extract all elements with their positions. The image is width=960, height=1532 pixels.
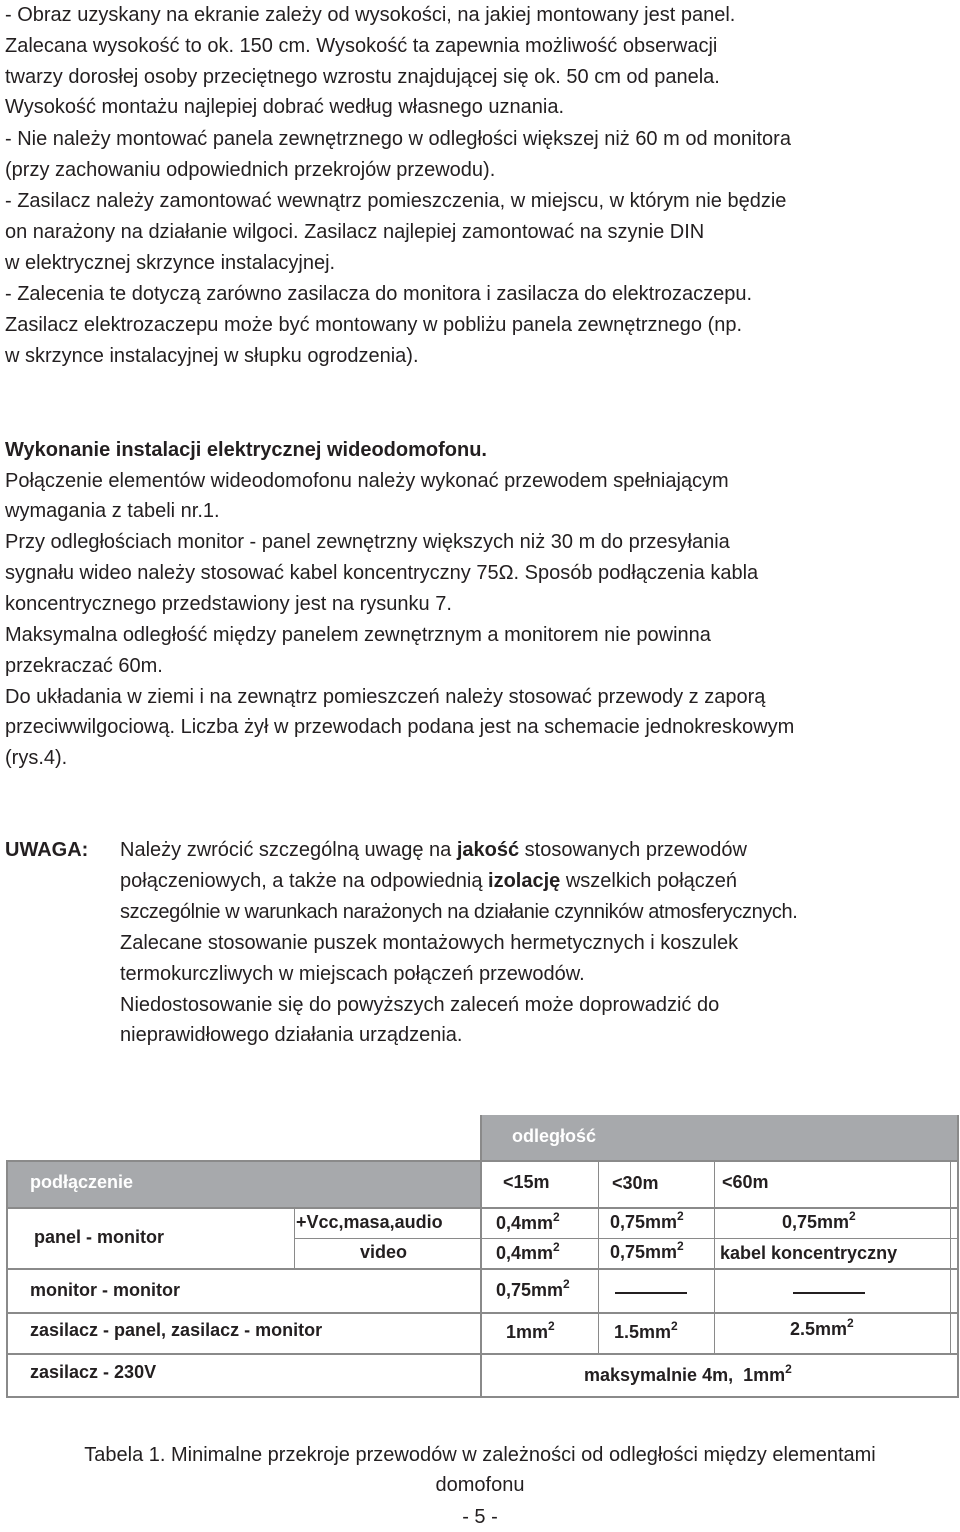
intro-line: w elektrycznej skrzynce instalacyjnej. [5,252,336,274]
sub-video: video [360,1242,408,1262]
warning-line: szczególnie w warunkach narażonych na działanie czynników atmosferycznych. [120,901,798,923]
intro-line: - Obraz uzyskany na ekranie zależy od wysokości, na jakiej montowany jest panel. [5,4,736,26]
grid-line [294,1207,295,1269]
warning-line: nieprawidłowego działania urządzenia. [120,1024,463,1046]
col-15m: <15m [503,1172,550,1192]
table-caption: Tabela 1. Minimalne przekroje przewodów w zależności od odległości między elementami [84,1444,876,1466]
warning-line: połączeniowych, a także na odpowiednią izolację wszelkich połączeń [120,870,738,892]
section-line: przekraczać 60m. [5,655,163,677]
grid-line [6,1207,958,1209]
cell-value: $0,75mm^2$ [610,1209,684,1232]
section-line: (rys.4). [5,747,68,769]
grid-line [6,1312,958,1314]
grid-line [294,1238,958,1239]
section-line: koncentrycznego przedstawiony jest na rysunku 7. [5,593,452,615]
grid-line [6,1268,958,1270]
section-line: Przy odległościach monitor - panel zewnętrzny większych niż 30 m do przesyłania [5,531,730,553]
emphasis-insulation: izolację [488,870,561,892]
not-applicable-dash [615,1292,687,1294]
warning-line: Należy zwrócić szczególną uwagę na jakość stosowanych przewodów [120,839,747,861]
cell-value: $0,75mm^2$ [496,1277,570,1300]
grid-line [714,1160,715,1354]
row-psu: zasilacz - panel, zasilacz - monitor [30,1320,323,1340]
grid-line [480,1115,482,1398]
not-applicable-dash [793,1292,865,1294]
row-monitor-monitor: monitor - monitor [30,1280,180,1300]
section-line: Połączenie elementów wideodomofonu należy wykonać przewodem spełniającym [5,470,729,492]
cell-value: kabel koncentryczny [720,1243,898,1263]
section-line: wymagania z tabeli nr.1. [5,500,220,522]
grid-line [6,1160,958,1162]
warning-line: termokurczliwych w miejscach połączeń przewodów. [120,963,585,985]
intro-line: (przy zachowaniu odpowiednich przekrojów przewodu). [5,159,496,181]
grid-line [950,1160,951,1354]
header-distance: odległość [512,1126,597,1146]
warning-label: UWAGA: [5,839,89,861]
row-panel-monitor: panel - monitor [34,1227,164,1247]
section-line: Maksymalna odległość między panelem zewnętrznym a monitorem nie powinna [5,624,711,646]
intro-line: Zasilacz elektrozaczepu może być montowany w pobliżu panela zewnętrznego (np. [5,314,743,336]
warning-line: Zalecane stosowanie puszek montażowych hermetycznych i koszulek [120,932,739,954]
intro-line: Zalecana wysokość to ok. 150 cm. Wysokość ta zapewnia możliwość obserwacji [5,35,718,57]
section-heading: Wykonanie instalacji elektrycznej wideodomofonu. [5,439,487,461]
intro-line: Wysokość montażu najlepiej dobrać według własnego uznania. [5,96,565,118]
emphasis-quality: jakość [456,839,520,861]
table-caption-cont: domofonu [435,1474,525,1496]
grid-line [6,1396,958,1398]
col-60m: <60m [722,1172,769,1192]
cell-value: $1mm^2$ [506,1319,555,1342]
cell-value: maksymalnie 4m, $1mm^2$ [584,1362,792,1385]
sub-power-audio: +Vcc,masa,audio [296,1212,443,1232]
intro-line: on narażony na działanie wilgoci. Zasilacz najlepiej zamontować na szynie DIN [5,221,705,243]
grid-line [598,1160,599,1354]
cell-value: $2.5mm^2$ [790,1316,854,1339]
grid-line [6,1353,958,1355]
intro-line: - Zasilacz należy zamontować wewnątrz pomieszczenia, w miejscu, w którym nie będzie [5,190,787,212]
intro-line: - Zalecenia te dotyczą zarówno zasilacza do monitora i zasilacza do elektrozaczepu. [5,283,753,305]
intro-line: - Nie należy montować panela zewnętrznego w odległości większej niż 60 m od monitora [5,128,791,150]
cell-value: $0,75mm^2$ [782,1209,856,1232]
grid-line [6,1160,8,1398]
grid-line [957,1115,959,1398]
section-line: Do układania w ziemi i na zewnątrz pomieszczeń należy stosować przewody z zaporą [5,686,766,708]
cell-value: $0,75mm^2$ [610,1239,684,1262]
cell-value: $1.5mm^2$ [614,1319,678,1342]
intro-line: twarzy dorosłej osoby przeciętnego wzrostu znajdującej się ok. 50 cm od panela. [5,66,720,88]
intro-line: w skrzynce instalacyjnej w słupku ogrodzenia). [5,345,419,367]
col-30m: <30m [612,1173,659,1193]
header-connection: podłączenie [30,1172,134,1192]
warning-line: Niedostosowanie się do powyższych zaleceń może doprowadzić do [120,994,720,1016]
cell-value: $0,4mm^2$ [496,1210,560,1233]
page-number: - 5 - [462,1506,498,1528]
section-line: przeciwwilgociową. Liczba żył w przewodach podana jest na schemacie jednokreskowym [5,716,795,738]
cell-value: $0,4mm^2$ [496,1240,560,1263]
section-line: sygnału wideo należy stosować kabel koncentryczny 75Ω. Sposób podłączenia kabla [5,562,759,584]
row-230v: zasilacz - 230V [30,1362,157,1382]
